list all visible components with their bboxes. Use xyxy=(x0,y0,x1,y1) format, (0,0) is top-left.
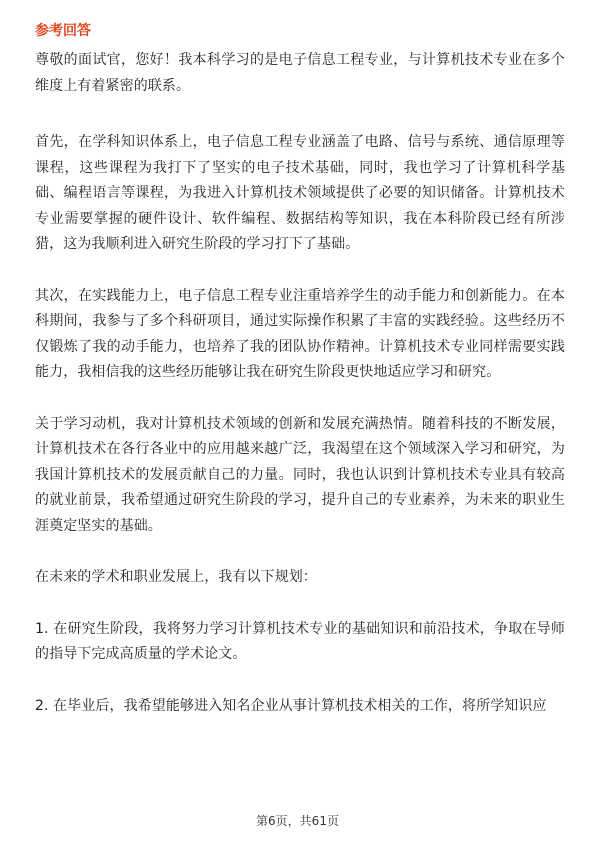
page-number-footer: 第6页，共61页 xyxy=(256,814,339,828)
paragraph-plan-item-1: 1. 在研究生阶段，我将努力学习计算机技术专业的基础知识和前沿技术，争取在导师的指导下完成高质量的学术论文。 xyxy=(35,620,565,662)
paragraph-motivation: 关于学习动机，我对计算机技术领域的创新和发展充满热情。随着科技的不断发展，计算机技术在各行各业中的应用越来越广泛，我渴望在这个领域深入学习和研究，为我国计算机技术的发展贡献自己的力量。同时，我也认识到计算机技术专业具有较高的就业前景，我希望通过研究生阶段的学习，提升自己的专业素养，为未来的职业生涯奠定坚实的基础。 xyxy=(35,415,565,534)
paragraph-plan-intro: 在未来的学术和职业发展上，我有以下规划： xyxy=(35,569,317,585)
paragraph-intro: 尊敬的面试官，您好！我本科学习的是电子信息工程专业，与计算机技术专业在多个维度上有着紧密的联系。 xyxy=(35,52,565,94)
answer-body xyxy=(35,48,565,745)
paragraph-knowledge: 首先，在学科知识体系上，电子信息工程专业涵盖了电路、信号与系统、通信原理等课程，这些课程为我打下了坚实的电子技术基础，同时，我也学习了计算机科学基础、编程语言等课程，为我进入计算机技术领域提供了必要的知识储备。计算机技术专业需要掌握的硬件设计、软件编程、数据结构等知识，我在本科阶段已经有所涉猎，这为我顺利进入研究生阶段的学习打下了基础。 xyxy=(35,134,565,252)
paragraph-plan-item-2: 2. 在毕业后，我希望能够进入知名企业从事计算机技术相关的工作，将所学知识应 xyxy=(35,697,547,714)
paragraph-practice: 其次，在实践能力上，电子信息工程专业注重培养学生的动手能力和创新能力。在本科期间，我参与了多个科研项目，通过实际操作积累了丰富的实践经验。这些经历不仅锻炼了我的动手能力，也培养了我的团队协作精神。计算机技术专业同样需要实践能力，我相信我的这些经历能够让我在研究生阶段更快地适应学习和研究。 xyxy=(35,287,565,380)
section-heading: 参考回答 xyxy=(35,23,91,39)
